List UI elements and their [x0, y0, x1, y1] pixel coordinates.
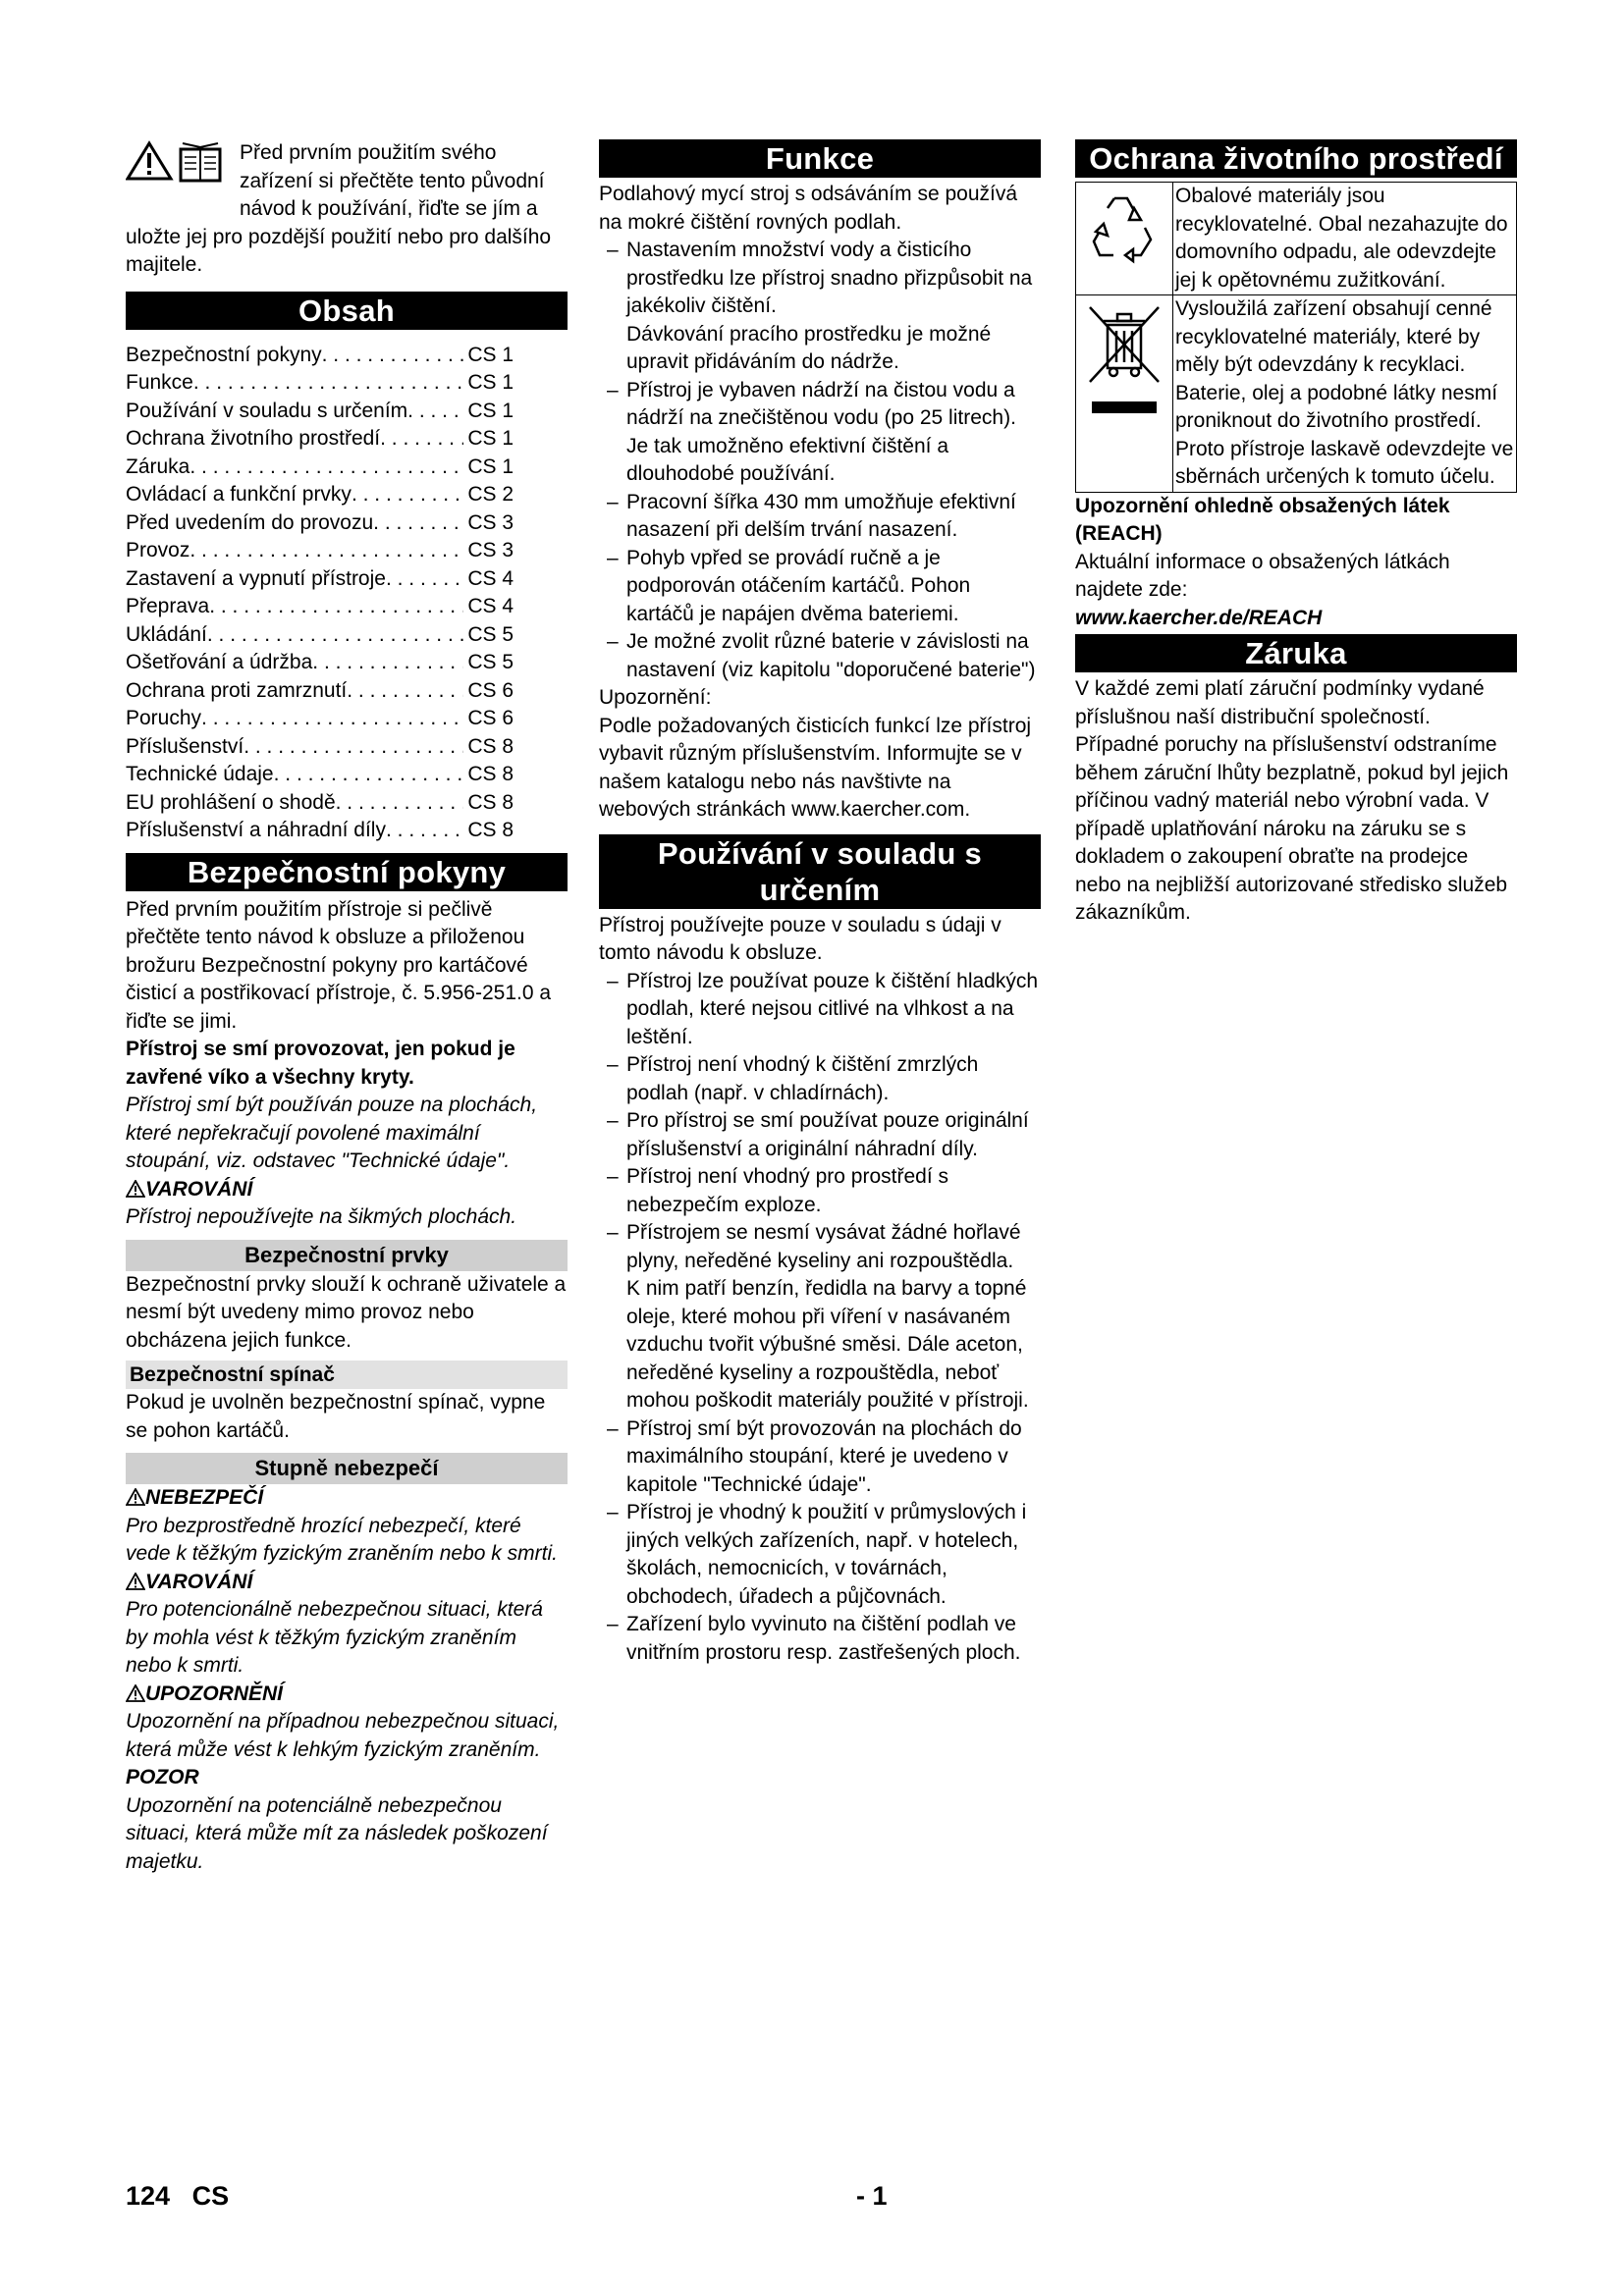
toc-entry[interactable]	[126, 705, 514, 733]
intended-use-intro: Přístroj používejte pouze v souladu s údaji v tomto návodu k obsluze.	[599, 913, 1001, 964]
toc-entry-label: Záruka	[126, 454, 190, 478]
reach-title: Upozornění ohledně obsažených látek (REACH)	[1075, 494, 1450, 545]
list-item: – Přístroj lze používat pouze k čištění hladkých podlah, které nejsou citlivé na vlhkost a na leštění.	[607, 969, 1039, 1048]
recycle-text: Obalové materiály jsou recyklovatelné. Obal nezahazujte do domovního odpadu, ale odevzdejte jej k opětovnému zužitkování.	[1173, 183, 1517, 295]
toc-entry-label: Používání v souladu s určením	[126, 399, 408, 422]
toc-entry-label: Technické údaje	[126, 763, 274, 785]
toc-entry-label: Příslušenství a náhradní díly	[126, 819, 386, 841]
list-item: – Přístroj není vhodný pro prostředí s nebezpečím exploze.	[607, 1165, 948, 1216]
toc-leader-dots	[347, 677, 463, 706]
weee-icon-cell	[1076, 295, 1173, 493]
toc-leader-dots	[380, 425, 463, 454]
column-middle	[599, 139, 1041, 1667]
weee-text: Vysloužilá zařízení obsahují cenné recyklovatelné materiály, které by měly být odevzdány k recyklaci. Baterie, olej a podobné látky nesmí proniknout do životního prostředí. Proto přístroje laskavě odevzdejte ve sběrnách určených k tomuto účelu.	[1173, 295, 1517, 493]
intended-use-title: Používání v souladu s určením	[599, 834, 1041, 909]
toc-title: Obsah	[126, 292, 568, 330]
toc-leader-dots	[336, 789, 464, 818]
note-text: Upozornění na potenciálně nebezpečnou situaci, která může mít za následek poškození majetku.	[126, 1793, 548, 1873]
toc-leader-dots	[201, 705, 463, 733]
warning-level-text: Pro potencionálně nebezpečnou situaci, která by mohla vést k těžkým fyzickým zraněním nebo k smrti.	[126, 1598, 543, 1677]
toc-entry[interactable]	[126, 454, 514, 482]
toc-entry[interactable]	[126, 565, 514, 594]
toc-entry-label: Příslušenství	[126, 734, 244, 758]
caution-label: UPOZORNĚNÍ	[126, 1681, 568, 1709]
intro-icons	[126, 139, 236, 196]
toc-entry[interactable]	[126, 649, 514, 677]
toc-entry[interactable]	[126, 342, 514, 370]
toc-entry[interactable]	[126, 481, 514, 509]
toc-leader-dots	[386, 565, 463, 594]
warning-triangle-icon	[126, 1180, 145, 1198]
toc-leader-dots	[189, 537, 463, 565]
danger-label: NEBEZPEČÍ	[126, 1484, 568, 1513]
safety-text: Před prvním použitím přístroje si pečlivě přečtěte tento návod k obsluze a přiloženou brožuru Bezpečnostní pokyny pro kartáčové čisticí a postřikovací přístroje, č. 5.956-251.0 a řiďte se jimi.	[126, 897, 552, 1033]
list-item: – Přístroj je vhodný k použití v průmyslových i jiných velkých zařízeních, např. v hotelech, školách, nemocnicích, v továrnách, obchodech, úřadech a půjčovnách.	[607, 1501, 1027, 1608]
list-item: – Přístroj není vhodný k čištění zmrzlých podlah (např. v chladírnách).	[607, 1053, 979, 1104]
toc-entry[interactable]	[126, 537, 514, 565]
warning-triangle-icon	[126, 1684, 145, 1702]
warning-text: Přístroj nepoužívejte na šikmých plochách.	[126, 1205, 517, 1228]
warning-triangle-icon	[126, 1488, 145, 1506]
toc-entry-page: CS 5	[467, 622, 514, 646]
safety-title: Bezpečnostní pokyny	[126, 853, 568, 891]
toc-leader-dots	[274, 761, 464, 789]
toc-entry-page: CS 8	[467, 819, 514, 841]
safety-slope-note: Přístroj smí být používán pouze na plochách, které nepřekračují povolené maximální stoupání, viz. odstavec "Technické údaje".	[126, 1094, 538, 1172]
toc-entry[interactable]	[126, 733, 514, 762]
list-item-continuation: K nim patří benzín, ředidla na barvy a topné oleje, které mohou při víření v nasávaném vzduchu tvořit výbušné směsi. Dále aceton, neředěné kyseliny a rozpouštědla, neboť mohou poškodit materiály použité v přístroji.	[626, 1277, 1029, 1412]
toc-entry[interactable]	[126, 761, 514, 789]
danger-text: Pro bezprostředně hrozící nebezpečí, které vede k těžkým fyzickým zraněním nebo k smrti.	[126, 1514, 558, 1565]
safety-elements-text: Bezpečnostní prvky slouží k ochraně uživatele a nesmí být uvedeny mimo provoz nebo obcházena jejich funkce.	[126, 1272, 567, 1352]
toc-entry[interactable]	[126, 509, 514, 538]
safety-covers-note: Přístroj se smí provozovat, jen pokud je zavřené víko a všechny kryty.	[126, 1038, 515, 1089]
list-item: – Přístroj smí být provozován na plochách do maximálního stoupání, které je uvedeno v kapitole "Technické údaje".	[607, 1416, 1022, 1496]
list-item: – Zařízení bylo vyvinuto na čištění podlah ve vnitřním prostoru resp. zastřešených ploch.	[607, 1613, 1021, 1664]
warranty-text: V každé zemi platí záruční podmínky vydané příslušnou naší distribuční společností. Případné poruchy na příslušenství odstraníme během záruční lhůty bezplatně, pokud byl jejich příčinou vadný materiál nebo výrobní vada. V případě uplatňování nároku na záruku se s dokladem o zakoupení obraťte na prodejce nebo na nejbližší autorizované středisko služeb zákazníkům.	[1075, 677, 1509, 924]
environment-table	[1075, 182, 1517, 493]
toc-entry-label: Ovládací a funkční prvky	[126, 483, 352, 506]
toc-leader-dots	[244, 733, 463, 762]
warning-triangle-icon	[126, 1573, 145, 1590]
warning-label: VAROVÁNÍ	[126, 1176, 568, 1204]
toc-leader-dots	[352, 481, 463, 509]
note-label: POZOR	[126, 1766, 199, 1789]
intro-block	[126, 139, 568, 280]
toc-leader-dots	[207, 621, 463, 650]
intro-text: Před prvním použitím svého zařízení si přečtěte tento původní návod k používání, řiďte se jím a uložte jej pro pozdější použití nebo pro dalšího majitele.	[126, 141, 552, 276]
reach-link[interactable]: www.kaercher.de/REACH	[1075, 606, 1323, 629]
toc-entry-page: CS 1	[467, 371, 514, 394]
list-item: – Pohyb vpřed se provádí ručně a je podporován otáčením kartáčů. Pohon kartáčů je napájen dvěma bateriemi.	[607, 546, 971, 625]
toc-entry[interactable]	[126, 817, 514, 845]
list-item: – Pro přístroj se smí používat pouze originální příslušenství a originální náhradní díly.	[607, 1109, 1029, 1160]
toc-entry-label: Bezpečnostní pokyny	[126, 343, 322, 366]
table-row	[1076, 183, 1517, 295]
toc-entry-page: CS 2	[467, 483, 514, 506]
function-note-text: Podle požadovaných čisticích funkcí lze přístroj vybavit různým příslušenstvím. Informujte se v našem katalogu nebo nás navštivte na webových stránkách www.kaercher.com.	[599, 714, 1032, 821]
caution-text: Upozornění na případnou nebezpečnou situaci, která může vést k lehkým fyzickým zraněním.	[126, 1710, 560, 1761]
toc-list	[126, 342, 568, 845]
safety-elements-title: Bezpečnostní prvky	[126, 1240, 568, 1271]
toc-entry[interactable]	[126, 621, 514, 650]
toc-entry[interactable]	[126, 677, 514, 706]
toc-entry-label: Ošetřování a údržba	[126, 651, 313, 673]
toc-leader-dots	[322, 342, 464, 370]
column-right	[1075, 139, 1517, 928]
toc-leader-dots	[189, 454, 463, 482]
toc-entry-label: Poruchy	[126, 707, 202, 729]
page-marker: - 1	[856, 2181, 888, 2211]
reach-text: Aktuální informace o obsažených látkách najdete zde:	[1075, 550, 1450, 601]
toc-leader-dots	[193, 369, 463, 398]
toc-entry[interactable]	[126, 425, 514, 454]
toc-entry-label: Před uvedením do provozu	[126, 510, 374, 534]
column-left	[126, 139, 568, 1876]
toc-leader-dots	[209, 593, 463, 621]
toc-entry-page: CS 5	[467, 651, 514, 673]
toc-leader-dots	[386, 817, 463, 845]
toc-leader-dots	[373, 509, 463, 538]
toc-entry-label: Ochrana proti zamrznutí	[126, 678, 348, 702]
toc-entry-page: CS 1	[467, 454, 514, 478]
function-intro: Podlahový mycí stroj s odsáváním se používá na mokré čištění rovných podlah.	[599, 183, 1018, 234]
hazard-levels-title: Stupně nebezpečí	[126, 1453, 568, 1484]
page-footer-left	[126, 2181, 229, 2212]
toc-entry-label: Přeprava	[126, 595, 210, 617]
list-item: – Přístrojem se nesmí vysávat žádné hořlavé plyny, neředěné kyseliny ani rozpouštědla.	[607, 1221, 1021, 1272]
toc-entry-page: CS 3	[467, 510, 514, 534]
table-row	[1076, 295, 1517, 493]
toc-entry-label: Ochrana životního prostředí	[126, 427, 381, 450]
warning-level-label: VAROVÁNÍ	[126, 1569, 568, 1597]
safety-switch-text: Pokud je uvolněn bezpečnostní spínač, vypne se pohon kartáčů.	[126, 1391, 546, 1442]
function-title: Funkce	[599, 139, 1041, 178]
toc-entry-page: CS 6	[467, 707, 514, 729]
toc-entry[interactable]	[126, 369, 514, 398]
toc-entry[interactable]	[126, 789, 514, 818]
toc-entry-label: Ukládání	[126, 622, 207, 646]
toc-entry-page: CS 8	[467, 734, 514, 758]
recycle-icon	[1080, 187, 1168, 265]
toc-entry-label: Provoz	[126, 539, 190, 561]
toc-entry-page: CS 1	[467, 343, 514, 366]
toc-entry-page: CS 8	[467, 790, 514, 814]
toc-entry-page: CS 8	[467, 763, 514, 785]
toc-entry-page: CS 4	[467, 595, 514, 617]
toc-entry-label: Zastavení a vypnutí přístroje	[126, 566, 386, 590]
list-item-continuation: Dávkování pracího prostředku je možné upravit přidáváním do nádrže.	[626, 322, 992, 373]
function-note-label: Upozornění:	[599, 686, 712, 709]
page-number: 124	[126, 2181, 171, 2211]
toc-entry-page: CS 6	[467, 678, 514, 702]
toc-entry-page: CS 4	[467, 566, 514, 590]
crossed-bin-icon	[1080, 299, 1168, 427]
safety-switch-title: Bezpečnostní spínač	[126, 1361, 568, 1389]
language-code: CS	[191, 2181, 230, 2211]
toc-entry[interactable]	[126, 398, 514, 426]
toc-entry[interactable]	[126, 593, 514, 621]
environment-title: Ochrana životního prostředí	[1075, 139, 1517, 178]
list-item: – Přístroj je vybaven nádrží na čistou vodu a nádrží na znečištěnou vodu (po 25 litrech). Je tak umožněno efektivní čištění a dlouhodobé používání.	[607, 378, 1016, 485]
toc-entry-page: CS 1	[467, 399, 514, 422]
toc-leader-dots	[407, 398, 463, 426]
list-item: – Nastavením množství vody a čisticího prostředku lze přístroj snadno přizpůsobit na jakékoliv čištění.	[607, 239, 1033, 317]
toc-leader-dots	[312, 649, 463, 677]
toc-entry-label: Funkce	[126, 371, 193, 394]
toc-entry-page: CS 3	[467, 539, 514, 561]
warranty-title: Záruka	[1075, 634, 1517, 672]
list-item: – Je možné zvolit různé baterie v závislosti na nastavení (viz kapitolu "doporučené baterie")	[607, 630, 1036, 681]
recycle-icon-cell	[1076, 183, 1173, 295]
warning-manual-icon	[126, 139, 236, 196]
toc-entry-page: CS 1	[467, 427, 514, 450]
toc-entry-label: EU prohlášení o shodě	[126, 790, 336, 814]
list-item: – Pracovní šířka 430 mm umožňuje efektivní nasazení při delším trvání nasazení.	[607, 490, 1016, 541]
